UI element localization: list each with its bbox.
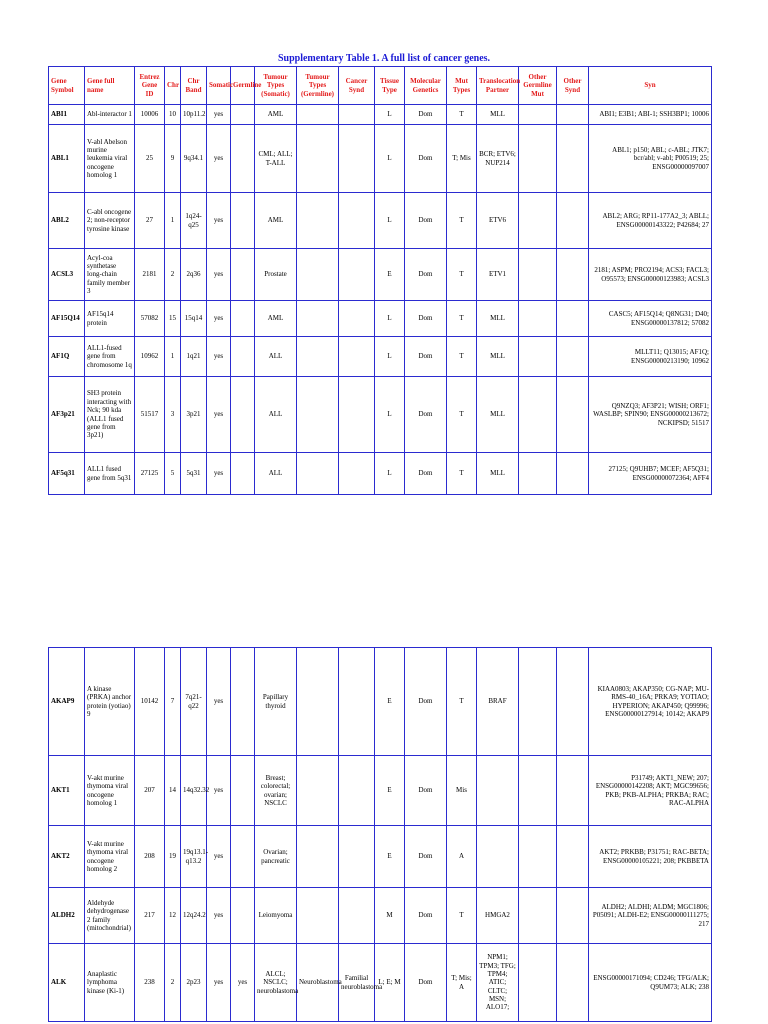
cell-germ bbox=[231, 648, 255, 756]
column-header: Tumour Types (Somatic) bbox=[255, 67, 297, 105]
cell-syn: ABL2; ARG; RP11-177A2_3; ABLL; ENSG00000143322; P42684; 27 bbox=[589, 193, 712, 249]
cell-band: 1q21 bbox=[181, 337, 207, 377]
cell-germ bbox=[231, 888, 255, 944]
column-header: Mut Types bbox=[447, 67, 477, 105]
cell-ttg bbox=[297, 756, 339, 826]
cell-id: 27 bbox=[135, 193, 165, 249]
cell-id: 238 bbox=[135, 944, 165, 1022]
cell-ogm bbox=[519, 301, 557, 337]
cell-syn: P31749; AKT1_NEW; 207; ENSG00000142208; AKT; MGC99656; PKB; PKB-ALPHA; PRKBA; RAC; RAC-ALPHA bbox=[589, 756, 712, 826]
cell-ogm bbox=[519, 944, 557, 1022]
cell-band: 5q31 bbox=[181, 453, 207, 495]
column-header: Somatic bbox=[207, 67, 231, 105]
cell-osynd bbox=[557, 826, 589, 888]
cell-chr: 5 bbox=[165, 453, 181, 495]
column-header: Molecular Genetics bbox=[405, 67, 447, 105]
cell-mol: Dom bbox=[405, 337, 447, 377]
cell-osynd bbox=[557, 125, 589, 193]
cell-mut: T bbox=[447, 249, 477, 301]
cell-osynd bbox=[557, 648, 589, 756]
cell-synd bbox=[339, 337, 375, 377]
cell-band: 10p11.2 bbox=[181, 105, 207, 125]
cell-tts: CML; ALL; T-ALL bbox=[255, 125, 297, 193]
cell-tts: AML bbox=[255, 105, 297, 125]
table-row bbox=[49, 756, 712, 826]
cell-germ bbox=[231, 105, 255, 125]
cell-tissue: L bbox=[375, 105, 405, 125]
cell-sym: AF15Q14 bbox=[49, 301, 85, 337]
cell-trans: BCR; ETV6; NUP214 bbox=[477, 125, 519, 193]
cell-mut: T bbox=[447, 648, 477, 756]
cell-germ bbox=[231, 377, 255, 453]
column-header: Translocation Partner bbox=[477, 67, 519, 105]
cell-full: Aldehyde dehydrogenase 2 family (mitochondrial) bbox=[85, 888, 135, 944]
cell-som: yes bbox=[207, 125, 231, 193]
cell-band: 9q34.1 bbox=[181, 125, 207, 193]
cell-ogm bbox=[519, 756, 557, 826]
column-header: Other Germline Mut bbox=[519, 67, 557, 105]
cell-ogm bbox=[519, 888, 557, 944]
cell-synd: Familial neuroblastoma bbox=[339, 944, 375, 1022]
cell-som: yes bbox=[207, 249, 231, 301]
cell-sym: ACSL3 bbox=[49, 249, 85, 301]
cell-id: 10962 bbox=[135, 337, 165, 377]
cell-germ bbox=[231, 756, 255, 826]
cell-tts: AML bbox=[255, 193, 297, 249]
cell-tts: Papillary thyroid bbox=[255, 648, 297, 756]
column-header: Other Synd bbox=[557, 67, 589, 105]
cell-band: 3p21 bbox=[181, 377, 207, 453]
cell-tts: ALL bbox=[255, 337, 297, 377]
cell-ogm bbox=[519, 105, 557, 125]
cell-ttg bbox=[297, 648, 339, 756]
cell-germ bbox=[231, 193, 255, 249]
cell-id: 217 bbox=[135, 888, 165, 944]
cell-osynd bbox=[557, 944, 589, 1022]
cell-osynd bbox=[557, 105, 589, 125]
cell-mol: Dom bbox=[405, 944, 447, 1022]
table-row bbox=[49, 249, 712, 301]
cell-band: 12q24.2 bbox=[181, 888, 207, 944]
cell-syn: ENSG00000171094; CD246; TFG/ALK; Q9UM73; ALK; 238 bbox=[589, 944, 712, 1022]
cell-trans: MLL bbox=[477, 453, 519, 495]
cell-synd bbox=[339, 453, 375, 495]
cell-som: yes bbox=[207, 105, 231, 125]
cell-trans: MLL bbox=[477, 377, 519, 453]
cell-sym: AF3p21 bbox=[49, 377, 85, 453]
cell-id: 10006 bbox=[135, 105, 165, 125]
cell-mol: Dom bbox=[405, 377, 447, 453]
cell-tts: ALCL; NSCLC; neuroblastoma bbox=[255, 944, 297, 1022]
cell-ttg bbox=[297, 888, 339, 944]
cell-syn: AKT2; PRKBB; P31751; RAC-BETA; ENSG00000105221; 208; PKBBETA bbox=[589, 826, 712, 888]
cell-mut: T bbox=[447, 888, 477, 944]
cell-sym: ABI1 bbox=[49, 105, 85, 125]
cell-trans: ETV6 bbox=[477, 193, 519, 249]
cell-ttg: Neuroblastoma bbox=[297, 944, 339, 1022]
column-header: Gene full name bbox=[85, 67, 135, 105]
cell-band: 7q21-q22 bbox=[181, 648, 207, 756]
cell-syn: KIAA0803; AKAP350; CG-NAP; MU-RMS-40_16A; PRKA9; YOTIAO; HYPERION; AKAP450; Q99996; ENSG00000127914; 10142; AKAP9 bbox=[589, 648, 712, 756]
cell-band: 2q36 bbox=[181, 249, 207, 301]
cell-mol: Dom bbox=[405, 756, 447, 826]
cell-ttg bbox=[297, 453, 339, 495]
cell-trans: MLL bbox=[477, 105, 519, 125]
cell-full: V-akt murine thymoma viral oncogene homolog 2 bbox=[85, 826, 135, 888]
cell-synd bbox=[339, 377, 375, 453]
cell-ogm bbox=[519, 337, 557, 377]
cell-sym: ALK bbox=[49, 944, 85, 1022]
cell-synd bbox=[339, 888, 375, 944]
cell-synd bbox=[339, 756, 375, 826]
cell-ttg bbox=[297, 105, 339, 125]
cell-sym: ALDH2 bbox=[49, 888, 85, 944]
cell-som: yes bbox=[207, 888, 231, 944]
cancer-genes-table-2 bbox=[48, 647, 712, 1022]
cell-syn: 2181; ASPM; PRO2194; ACS3; FACL3; O95573; ENSG00000123983; ACSL3 bbox=[589, 249, 712, 301]
cancer-genes-table-1 bbox=[48, 66, 712, 495]
cell-mut: T bbox=[447, 105, 477, 125]
cell-full: AF15q14 protein bbox=[85, 301, 135, 337]
cell-tts: ALL bbox=[255, 377, 297, 453]
table-row bbox=[49, 301, 712, 337]
cell-tissue: L bbox=[375, 301, 405, 337]
cell-germ bbox=[231, 249, 255, 301]
cell-ogm bbox=[519, 826, 557, 888]
cell-band: 1q24-q25 bbox=[181, 193, 207, 249]
cell-mut: T bbox=[447, 337, 477, 377]
cell-id: 208 bbox=[135, 826, 165, 888]
cell-osynd bbox=[557, 249, 589, 301]
cell-band: 19q13.1-q13.2 bbox=[181, 826, 207, 888]
cell-tissue: E bbox=[375, 249, 405, 301]
cell-chr: 19 bbox=[165, 826, 181, 888]
column-header: Germline bbox=[231, 67, 255, 105]
cell-som: yes bbox=[207, 648, 231, 756]
cell-chr: 2 bbox=[165, 249, 181, 301]
cell-chr: 12 bbox=[165, 888, 181, 944]
cell-tissue: E bbox=[375, 826, 405, 888]
column-header: Chr Band bbox=[181, 67, 207, 105]
cell-tissue: L bbox=[375, 453, 405, 495]
cell-synd bbox=[339, 826, 375, 888]
cell-ogm bbox=[519, 648, 557, 756]
cell-mol: Dom bbox=[405, 648, 447, 756]
cell-mut: T bbox=[447, 453, 477, 495]
cell-chr: 1 bbox=[165, 337, 181, 377]
cell-trans bbox=[477, 756, 519, 826]
table-row bbox=[49, 377, 712, 453]
cell-mut: T bbox=[447, 193, 477, 249]
cell-trans: MLL bbox=[477, 337, 519, 377]
cell-synd bbox=[339, 125, 375, 193]
cell-chr: 1 bbox=[165, 193, 181, 249]
cell-osynd bbox=[557, 301, 589, 337]
cell-mol: Dom bbox=[405, 453, 447, 495]
column-header: Cancer Synd bbox=[339, 67, 375, 105]
cell-som: yes bbox=[207, 377, 231, 453]
cell-syn: ABI1; E3B1; ABI-1; SSH3BP1; 10006 bbox=[589, 105, 712, 125]
cell-osynd bbox=[557, 337, 589, 377]
cell-sym: AKT2 bbox=[49, 826, 85, 888]
cell-chr: 10 bbox=[165, 105, 181, 125]
cell-full: V-akt murine thymoma viral oncogene homolog 1 bbox=[85, 756, 135, 826]
cell-mol: Dom bbox=[405, 193, 447, 249]
cell-osynd bbox=[557, 193, 589, 249]
cell-ttg bbox=[297, 377, 339, 453]
cell-tts: Leiomyoma bbox=[255, 888, 297, 944]
cell-ttg bbox=[297, 337, 339, 377]
cell-chr: 9 bbox=[165, 125, 181, 193]
cell-sym: AKT1 bbox=[49, 756, 85, 826]
cell-mol: Dom bbox=[405, 301, 447, 337]
cell-syn: MLLT11; Q13015; AF1Q; ENSG00000213190; 10962 bbox=[589, 337, 712, 377]
cell-osynd bbox=[557, 756, 589, 826]
cell-som: yes bbox=[207, 944, 231, 1022]
table-row bbox=[49, 453, 712, 495]
cell-mol: Dom bbox=[405, 249, 447, 301]
cell-mut: T bbox=[447, 377, 477, 453]
cell-id: 25 bbox=[135, 125, 165, 193]
cell-germ: yes bbox=[231, 944, 255, 1022]
cell-full: A kinase (PRKA) anchor protein (yotiao) 9 bbox=[85, 648, 135, 756]
cell-sym: ABL2 bbox=[49, 193, 85, 249]
cell-full: C-abl oncogene 2; non-receptor tyrosine kinase bbox=[85, 193, 135, 249]
cell-trans: BRAF bbox=[477, 648, 519, 756]
cell-mol: Dom bbox=[405, 125, 447, 193]
cell-ttg bbox=[297, 301, 339, 337]
cell-trans bbox=[477, 826, 519, 888]
cell-chr: 2 bbox=[165, 944, 181, 1022]
column-header: Entrez Gene ID bbox=[135, 67, 165, 105]
table-header-row bbox=[49, 67, 712, 105]
cell-full: SH3 protein interacting with Nck; 90 kda (ALL1 fused gene from 3p21) bbox=[85, 377, 135, 453]
cell-synd bbox=[339, 193, 375, 249]
cell-synd bbox=[339, 648, 375, 756]
cell-syn: ABL1; p150; ABL; c-ABL; JTK7; bcr/abl; v-abl; P00519; 25; ENSG00000097007 bbox=[589, 125, 712, 193]
table-row bbox=[49, 337, 712, 377]
cell-band: 2p23 bbox=[181, 944, 207, 1022]
cell-synd bbox=[339, 301, 375, 337]
cell-som: yes bbox=[207, 453, 231, 495]
column-header: Gene Symbol bbox=[49, 67, 85, 105]
cell-germ bbox=[231, 337, 255, 377]
cell-trans: MLL bbox=[477, 301, 519, 337]
cell-id: 207 bbox=[135, 756, 165, 826]
cell-germ bbox=[231, 301, 255, 337]
cell-syn: CASC5; AF15Q14; Q8NG31; D40; ENSG00000137812; 57082 bbox=[589, 301, 712, 337]
cell-id: 2181 bbox=[135, 249, 165, 301]
table-row bbox=[49, 944, 712, 1022]
cell-tts: Ovarian; pancreatic bbox=[255, 826, 297, 888]
column-header: Chr bbox=[165, 67, 181, 105]
cell-trans: NPM1; TPM3; TFG; TPM4; ATIC; CLTC; MSN; ALO17; bbox=[477, 944, 519, 1022]
cell-tts: Prostate bbox=[255, 249, 297, 301]
cell-osynd bbox=[557, 888, 589, 944]
cell-ogm bbox=[519, 453, 557, 495]
cell-band: 15q14 bbox=[181, 301, 207, 337]
cell-osynd bbox=[557, 377, 589, 453]
cell-chr: 15 bbox=[165, 301, 181, 337]
table-row bbox=[49, 193, 712, 249]
cell-germ bbox=[231, 453, 255, 495]
cell-sym: AKAP9 bbox=[49, 648, 85, 756]
cell-ttg bbox=[297, 826, 339, 888]
cell-som: yes bbox=[207, 301, 231, 337]
cell-som: yes bbox=[207, 826, 231, 888]
cell-synd bbox=[339, 105, 375, 125]
cell-ttg bbox=[297, 249, 339, 301]
cell-tissue: E bbox=[375, 756, 405, 826]
cell-id: 51517 bbox=[135, 377, 165, 453]
table-row bbox=[49, 125, 712, 193]
cell-germ bbox=[231, 125, 255, 193]
cell-mut: T bbox=[447, 301, 477, 337]
cell-som: yes bbox=[207, 756, 231, 826]
cell-tissue: L; E; M bbox=[375, 944, 405, 1022]
cell-sym: AF5q31 bbox=[49, 453, 85, 495]
cell-chr: 14 bbox=[165, 756, 181, 826]
cell-sym: ABL1 bbox=[49, 125, 85, 193]
cell-full: ALL1 fused gene from 5q31 bbox=[85, 453, 135, 495]
cell-ttg bbox=[297, 193, 339, 249]
cell-mut: T; Mis bbox=[447, 125, 477, 193]
cell-full: Abl-interactor 1 bbox=[85, 105, 135, 125]
cell-id: 27125 bbox=[135, 453, 165, 495]
cell-trans: HMGA2 bbox=[477, 888, 519, 944]
table-row bbox=[49, 648, 712, 756]
table-row bbox=[49, 105, 712, 125]
cell-synd bbox=[339, 249, 375, 301]
cell-ogm bbox=[519, 377, 557, 453]
cell-mut: A bbox=[447, 826, 477, 888]
cell-mol: Dom bbox=[405, 826, 447, 888]
cell-mol: Dom bbox=[405, 105, 447, 125]
cell-syn: Q9NZQ3; AF3P21; WISH; ORF1; WASLBP; SPIN90; ENSG00000213672; NCKIPSD; 51517 bbox=[589, 377, 712, 453]
cell-id: 10142 bbox=[135, 648, 165, 756]
cell-sym: AF1Q bbox=[49, 337, 85, 377]
cell-full: Anaplastic lymphoma kinase (Ki-1) bbox=[85, 944, 135, 1022]
cell-tts: AML bbox=[255, 301, 297, 337]
cell-tissue: L bbox=[375, 377, 405, 453]
cell-mut: Mis bbox=[447, 756, 477, 826]
cell-tts: Breast; colorectal; ovarian; NSCLC bbox=[255, 756, 297, 826]
page-title: Supplementary Table 1. A full list of cancer genes. bbox=[277, 53, 491, 64]
cell-tissue: L bbox=[375, 125, 405, 193]
cell-mol: Dom bbox=[405, 888, 447, 944]
cell-tissue: M bbox=[375, 888, 405, 944]
cell-trans: ETV1 bbox=[477, 249, 519, 301]
cell-chr: 7 bbox=[165, 648, 181, 756]
cell-tissue: E bbox=[375, 648, 405, 756]
column-header: Tissue Type bbox=[375, 67, 405, 105]
table-row bbox=[49, 888, 712, 944]
table-row bbox=[49, 826, 712, 888]
cell-ogm bbox=[519, 125, 557, 193]
cell-full: V-abl Abelson murine leukemia viral oncogene homolog 1 bbox=[85, 125, 135, 193]
cell-som: yes bbox=[207, 337, 231, 377]
cell-full: ALL1-fused gene from chromosome 1q bbox=[85, 337, 135, 377]
cell-ttg bbox=[297, 125, 339, 193]
cell-osynd bbox=[557, 453, 589, 495]
cell-ogm bbox=[519, 193, 557, 249]
cell-tissue: L bbox=[375, 337, 405, 377]
cell-id: 57082 bbox=[135, 301, 165, 337]
cell-ogm bbox=[519, 249, 557, 301]
cell-mut: T; Mis; A bbox=[447, 944, 477, 1022]
cell-chr: 3 bbox=[165, 377, 181, 453]
cell-syn: 27125; Q9UHB7; MCEF; AF5Q31; ENSG00000072364; AFF4 bbox=[589, 453, 712, 495]
column-header: Syn bbox=[589, 67, 712, 105]
cell-full: Acyl-coa synthetase long-chain family member 3 bbox=[85, 249, 135, 301]
cell-germ bbox=[231, 826, 255, 888]
column-header: Tumour Types (Germline) bbox=[297, 67, 339, 105]
cell-som: yes bbox=[207, 193, 231, 249]
cell-band: 14q32.32 bbox=[181, 756, 207, 826]
cell-tts: ALL bbox=[255, 453, 297, 495]
cell-tissue: L bbox=[375, 193, 405, 249]
cell-syn: ALDH2; ALDHI; ALDM; MGC1806; P05091; ALDH-E2; ENSG00000111275; 217 bbox=[589, 888, 712, 944]
